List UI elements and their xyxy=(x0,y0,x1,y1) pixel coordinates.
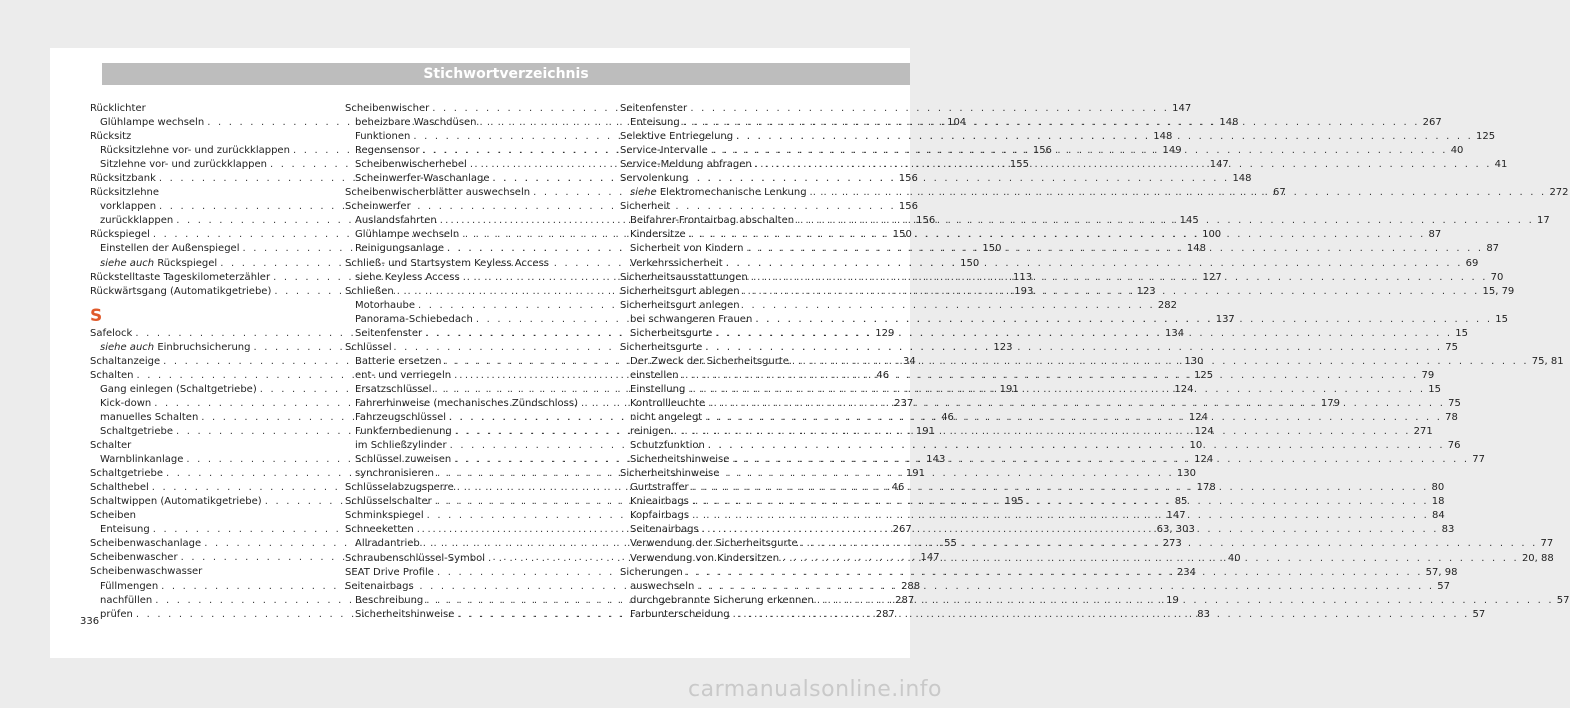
entry-label: Schalter xyxy=(90,440,132,452)
index-entry xyxy=(620,467,861,481)
entry-label: beheizbare Waschdüsen xyxy=(355,117,477,129)
entry-label: Farbunterscheidung xyxy=(630,608,730,620)
page-reference[interactable]: 145 xyxy=(1179,215,1199,227)
dot-leader xyxy=(689,509,1432,523)
index-entry xyxy=(90,130,331,144)
entry-label: Fahrzeugschlüssel xyxy=(355,412,447,424)
index-entry xyxy=(345,341,586,355)
cross-reference-prefix: siehe auch xyxy=(100,257,155,269)
entry-label: im Schließzylinder xyxy=(355,440,447,452)
entry-label: Einstellung xyxy=(630,383,686,395)
entry-label: Scheiben xyxy=(90,510,136,522)
index-entry xyxy=(345,257,586,271)
page-reference[interactable]: 147 xyxy=(1209,159,1229,171)
entry-label: Füllmengen xyxy=(100,580,159,592)
entry-label: Seitenfenster xyxy=(620,103,688,114)
entry-label: Schlüssel zuweisen xyxy=(355,454,452,466)
dot-leader xyxy=(807,186,1550,200)
page-reference[interactable]: 191 xyxy=(905,468,925,480)
dot-leader xyxy=(723,257,1466,271)
entry-label: Motorhaube xyxy=(355,299,416,311)
page-reference[interactable]: 40 xyxy=(1450,145,1464,157)
page-reference[interactable]: 100 xyxy=(1202,229,1222,241)
page-reference[interactable]: 273 xyxy=(1162,538,1182,550)
page-reference[interactable]: 123 xyxy=(1136,285,1156,297)
dot-leader xyxy=(752,158,1495,172)
page-reference[interactable]: 149 xyxy=(1162,145,1182,157)
page-reference[interactable]: 156 xyxy=(898,201,919,213)
dot-leader xyxy=(730,608,1473,622)
dot-leader xyxy=(789,355,1532,369)
entry-label: Glühlampe wechseln xyxy=(100,117,205,129)
page-reference[interactable]: 15, 79 xyxy=(1482,285,1515,297)
page-reference[interactable]: 57 xyxy=(1556,594,1570,606)
entry-label: durchgebrannte Sicherung erkennen xyxy=(630,594,814,606)
entry-label: Scheibenwaschwasser xyxy=(90,566,203,578)
cross-reference-prefix: siehe xyxy=(630,187,657,199)
entry-label: zurückklappen xyxy=(100,215,174,227)
page-reference[interactable]: 156 xyxy=(1032,145,1052,157)
entry-label: Scheibenwischer xyxy=(345,103,430,114)
page-reference[interactable]: 77 xyxy=(1472,454,1485,466)
entry-label: Sicherheitshinweise xyxy=(355,608,455,620)
entry-label: Rücksitzlehne vor- und zurückklappen xyxy=(100,145,290,157)
entry-label: Schalthebel xyxy=(90,482,149,494)
dot-leader xyxy=(814,594,1557,608)
page-reference[interactable]: 125 xyxy=(1193,369,1214,381)
entry-label: Rücksitzlehne xyxy=(90,187,160,199)
page-reference[interactable]: 76 xyxy=(1447,440,1461,452)
dot-leader xyxy=(689,481,1432,495)
index-entry xyxy=(90,186,331,200)
entry-label: SEAT Drive Profile xyxy=(345,566,434,578)
page-reference[interactable]: 147 xyxy=(1166,510,1186,522)
entry-label: Service-Meldung abfragen xyxy=(620,159,752,171)
page-reference[interactable]: 17 xyxy=(1536,215,1550,227)
dot-leader xyxy=(685,383,1428,397)
entry-label: Sicherheitsgurt anlegen xyxy=(620,299,740,311)
entry-label: Panorama-Schiebedach xyxy=(355,313,473,325)
entry-label: nicht angelegt xyxy=(630,412,703,424)
page-reference[interactable]: 77 xyxy=(1540,538,1554,550)
page-reference[interactable]: 15 xyxy=(1428,383,1441,395)
page-reference[interactable]: 127 xyxy=(1202,271,1222,283)
page-reference[interactable]: 179 xyxy=(1320,397,1340,409)
page-reference[interactable]: 155 xyxy=(1009,159,1029,171)
page-reference[interactable]: 143 xyxy=(926,454,946,466)
entry-label: Knieairbags xyxy=(630,496,689,508)
entry-label: ent- und verriegeln xyxy=(355,369,452,381)
entry-label: Schlüsselschalter xyxy=(345,496,432,508)
entry-label: Enteisung xyxy=(100,524,150,536)
page-reference[interactable]: 147 xyxy=(920,552,940,564)
entry-label: Safelock xyxy=(90,327,133,339)
page-number: 336 xyxy=(80,616,100,627)
entry-label-text: Rückspiegel xyxy=(157,257,218,269)
dot-leader xyxy=(686,228,1429,242)
page-reference[interactable]: 124 xyxy=(1174,383,1194,395)
entry-label: Sicherheitsgurte xyxy=(620,341,703,353)
entry-label xyxy=(100,257,217,271)
dot-leader xyxy=(689,495,1432,509)
entry-label: Beifahrer-Frontairbag abschalten xyxy=(630,215,795,227)
dot-leader xyxy=(680,116,1423,130)
entry-label: Sicherungen xyxy=(620,566,683,578)
entry-label: manuelles Schalten xyxy=(100,411,199,423)
page-reference[interactable]: 148 xyxy=(1186,243,1206,255)
dot-leader xyxy=(743,242,1486,256)
dot-leader xyxy=(752,313,1495,327)
dot-leader xyxy=(729,453,1472,467)
entry-label: Seitenairbags xyxy=(345,580,414,592)
page-reference[interactable]: 191 xyxy=(999,383,1019,395)
entry-label: Rücksitz xyxy=(90,131,132,143)
page-reference[interactable]: 69 xyxy=(1465,257,1479,269)
page-reference[interactable]: 85 xyxy=(1174,496,1188,508)
page-reference[interactable]: 78 xyxy=(1445,412,1458,424)
entry-label: synchronisieren xyxy=(355,468,434,480)
page-reference[interactable]: 15 xyxy=(1495,313,1508,325)
dot-leader xyxy=(705,397,1448,411)
entry-label: Sicherheitsausstattungen xyxy=(620,271,748,283)
page-reference[interactable]: 156 xyxy=(898,173,918,185)
entry-label: Funkfernbedienung xyxy=(355,426,452,438)
page-reference[interactable]: 87 xyxy=(1428,229,1442,241)
page-reference[interactable]: 67 xyxy=(1272,187,1286,199)
page-reference[interactable]: 237 xyxy=(894,397,914,409)
page-reference[interactable]: 193 xyxy=(1014,285,1034,297)
page-reference[interactable]: 80 xyxy=(1431,482,1445,494)
index-entry xyxy=(345,200,586,214)
page-reference[interactable]: 84 xyxy=(1432,510,1445,522)
page-reference[interactable]: 57, 98 xyxy=(1425,566,1458,578)
index-entry xyxy=(620,172,861,186)
page-reference[interactable]: 148 xyxy=(1232,173,1252,185)
page-reference[interactable]: 156 xyxy=(916,215,936,227)
index-entry xyxy=(90,439,331,453)
page-reference[interactable]: 124 xyxy=(1188,412,1208,424)
page-reference[interactable]: 63, 303 xyxy=(1156,524,1195,536)
entry-label: Verwendung von Kindersitzen xyxy=(630,552,780,564)
index-letter-heading: S xyxy=(90,305,103,326)
dot-leader xyxy=(748,271,1491,285)
entry-label: Schalten xyxy=(90,369,134,381)
dot-leader xyxy=(683,566,1426,580)
entry-label: Einstellen der Außenspiegel xyxy=(100,243,240,255)
entry-label: Schließ- und Startsystem Keyless Access xyxy=(345,257,550,269)
entry-label: Auslandsfahrten xyxy=(355,215,437,227)
entry-label xyxy=(630,186,807,200)
page-reference[interactable]: 282 xyxy=(1157,299,1178,311)
entry-label: auswechseln xyxy=(630,580,695,592)
page-reference[interactable]: 55 xyxy=(944,538,957,550)
entry-label: Kindersitze xyxy=(630,229,686,241)
entry-label: Kontrollleuchte xyxy=(630,397,706,409)
page-reference[interactable]: 41 xyxy=(1494,159,1508,171)
entry-label: nachfüllen xyxy=(100,594,153,606)
dot-leader xyxy=(708,144,1451,158)
entry-label: Reinigungsanlage xyxy=(355,243,444,255)
page-reference[interactable]: 79 xyxy=(1421,369,1435,381)
page-reference[interactable]: 124 xyxy=(1194,454,1214,466)
index-entry xyxy=(90,102,331,116)
entry-label: Kopfairbags xyxy=(630,510,690,522)
entry-label: Rückstelltaste Tageskilometerzähler xyxy=(90,271,271,283)
page-reference[interactable]: 150 xyxy=(982,243,1002,255)
entry-label: Scheibenwascher xyxy=(90,552,178,564)
dot-leader xyxy=(712,327,1455,341)
page-reference[interactable]: 137 xyxy=(1215,313,1235,325)
page-reference[interactable]: 57 xyxy=(1472,608,1486,620)
watermark-logo: carmanualsonline.info xyxy=(688,677,942,702)
page-reference[interactable]: 267 xyxy=(892,524,912,536)
entry-label: Funktionen xyxy=(355,131,411,143)
entry-label: prüfen xyxy=(100,608,133,620)
page-reference[interactable]: 125 xyxy=(1475,131,1496,143)
entry-label: einstellen xyxy=(630,369,679,381)
entry-label: Rücklichter xyxy=(90,103,146,114)
page-reference[interactable]: 20, 88 xyxy=(1521,552,1554,564)
page-reference[interactable]: 46 xyxy=(941,411,954,423)
dot-leader xyxy=(733,130,1476,144)
page-reference[interactable]: 148 xyxy=(1153,131,1173,143)
dot-leader xyxy=(705,439,1448,453)
entry-label: Rückwärtsgang (Automatikgetriebe) xyxy=(90,285,272,297)
entry-label: Allradantrieb xyxy=(355,538,420,550)
page-reference[interactable]: 83 xyxy=(1197,608,1210,620)
entry-label: Sicherheit xyxy=(620,201,671,213)
page-reference[interactable]: 123 xyxy=(993,341,1013,353)
dot-leader xyxy=(679,369,1422,383)
page-reference[interactable]: 46 xyxy=(891,482,905,494)
page-reference[interactable]: 191 xyxy=(915,425,935,437)
page-reference[interactable]: 104 xyxy=(947,117,967,129)
page-reference[interactable]: 130 xyxy=(1176,468,1196,480)
entry-label: Scheibenwaschanlage xyxy=(90,538,202,550)
document-page xyxy=(50,48,1570,658)
page-reference[interactable]: 287 xyxy=(895,594,915,606)
entry-label: siehe Keyless Access xyxy=(355,271,460,283)
page-reference[interactable]: 134 xyxy=(1165,327,1185,339)
page-reference[interactable]: 57 xyxy=(1437,580,1450,592)
page-reference[interactable]: 150 xyxy=(892,229,912,241)
dot-leader xyxy=(694,580,1437,594)
page-reference[interactable]: 288 xyxy=(901,580,921,592)
entry-label: Scheinwerfer-Waschanlage xyxy=(355,173,490,185)
dot-leader xyxy=(702,341,1445,355)
index-entry xyxy=(90,509,331,523)
entry-label: Verwendung der Sicherheitsgurte xyxy=(630,538,798,550)
entry-label: Schaltgetriebe xyxy=(100,425,173,437)
entry-label: Schutzfunktion xyxy=(630,440,705,452)
page-reference[interactable]: 75 xyxy=(1445,341,1458,353)
page-reference[interactable]: 148 xyxy=(1219,117,1239,129)
entry-label: Servolenkung xyxy=(620,173,689,185)
entry-label: Selektive Entriegelung xyxy=(620,131,734,143)
page-reference[interactable]: 10 xyxy=(1189,440,1203,452)
cross-reference-prefix: siehe auch xyxy=(100,341,155,353)
entry-label: Sicherheit von Kindern xyxy=(630,243,744,255)
entry-label: Schaltwippen (Automatikgetriebe) xyxy=(90,496,262,508)
entry-label: Gang einlegen (Schaltgetriebe) xyxy=(100,383,257,395)
entry-label: Rücksitzbank xyxy=(90,173,156,185)
page-reference[interactable]: 195 xyxy=(1004,496,1024,508)
entry-label: Regensensor xyxy=(355,145,420,157)
page-reference[interactable]: 75, 81 xyxy=(1531,355,1564,367)
page-reference[interactable]: 75 xyxy=(1448,397,1461,409)
page-reference[interactable]: 150 xyxy=(960,257,980,269)
page-reference[interactable]: 129 xyxy=(875,327,895,339)
page-reference[interactable]: 113 xyxy=(1012,271,1033,283)
page-reference[interactable]: 87 xyxy=(1486,243,1500,255)
dot-leader xyxy=(699,523,1442,537)
entry-label: vorklappen xyxy=(100,201,157,213)
entry-label: Ersatzschlüssel xyxy=(355,383,432,395)
page-reference[interactable]: 46 xyxy=(876,369,890,381)
dot-leader xyxy=(702,411,1445,425)
entry-label: Schlüssel xyxy=(345,341,392,353)
entry-label: Schminkspiegel xyxy=(345,510,424,522)
index-entry xyxy=(90,565,331,579)
dot-leader xyxy=(740,285,1483,299)
entry-label: Gurtstraffer xyxy=(630,482,689,494)
entry-label: Der Zweck der Sicherheitsgurte xyxy=(630,355,789,367)
page-reference[interactable]: 287 xyxy=(875,608,895,620)
entry-label: Glühlampe wechseln xyxy=(355,229,460,241)
page-reference[interactable]: 70 xyxy=(1490,271,1504,283)
entry-label: Kick-down xyxy=(100,397,152,409)
entry-label xyxy=(100,341,251,355)
entry-label: Sicherheitshinweise xyxy=(630,454,730,466)
index-entry xyxy=(345,580,586,594)
entry-label: Scheibenwischerblätter auswechseln xyxy=(345,187,531,199)
entry-label: reinigen xyxy=(630,426,671,438)
page-reference[interactable]: 18 xyxy=(1431,496,1445,508)
dot-leader xyxy=(671,425,1414,439)
entry-label: Warnblinkanlage xyxy=(100,454,184,466)
entry-label: Beschreibung xyxy=(355,594,424,606)
entry-label: Batterie ersetzen xyxy=(355,355,442,367)
dot-leader xyxy=(779,552,1522,566)
entry-label: Enteisung xyxy=(630,117,680,129)
index-entry xyxy=(620,299,861,313)
section-header: Stichwortverzeichnis xyxy=(102,63,910,85)
page-reference[interactable]: 178 xyxy=(1196,482,1216,494)
page-reference[interactable]: 130 xyxy=(1184,355,1204,367)
entry-label-text: Einbruchsicherung xyxy=(157,341,251,353)
page-reference[interactable]: 19 xyxy=(1166,594,1179,606)
page-reference[interactable]: 83 xyxy=(1441,524,1455,536)
entry-label: bei schwangeren Frauen xyxy=(630,313,753,325)
entry-label: Scheinwerfer xyxy=(345,201,411,213)
page-reference[interactable]: 267 xyxy=(1422,117,1442,129)
entry-label: Sicherheitsgurt ablegen xyxy=(620,285,740,297)
page-reference[interactable]: 147 xyxy=(1172,103,1192,114)
entry-label: Sicherheitshinweise xyxy=(620,468,720,480)
entry-label: Schließen xyxy=(345,285,394,297)
page-reference[interactable]: 272 xyxy=(1549,187,1569,199)
entry-label: Scheibenwischerhebel xyxy=(355,159,467,171)
entry-label: Schraubenschlüssel-Symbol xyxy=(345,552,485,564)
dot-leader xyxy=(794,214,1537,228)
entry-label: Service-Intervalle xyxy=(620,145,708,157)
page-reference[interactable]: 234 xyxy=(1176,566,1196,578)
entry-label: Verkehrssicherheit xyxy=(630,257,723,269)
page-reference[interactable]: 15 xyxy=(1455,327,1468,339)
entry-label: Sitzlehne vor- und zurückklappen xyxy=(100,159,267,171)
entry-label: Seitenfenster xyxy=(355,327,423,339)
entry-label: Schneeketten xyxy=(345,524,414,536)
entry-label-text: Elektromechanische Lenkung xyxy=(659,187,807,199)
entry-label: Fahrerhinweise (mechanisches Zündschloss) xyxy=(355,397,578,409)
entry-label: Schaltgetriebe xyxy=(90,468,163,480)
entry-label: Schaltanzeige xyxy=(90,355,161,367)
page-reference[interactable]: 40 xyxy=(1227,552,1241,564)
dot-leader xyxy=(798,537,1541,551)
page-reference[interactable]: 124 xyxy=(1194,426,1214,438)
index-entry xyxy=(620,200,861,214)
page-reference[interactable]: 271 xyxy=(1413,426,1433,438)
entry-label: Rückspiegel xyxy=(90,229,150,241)
page-reference[interactable]: 34 xyxy=(903,355,916,367)
index-entry xyxy=(620,102,861,116)
entry-label: Sicherheitsgurte xyxy=(630,327,713,339)
entry-label: Schlüsselabzugsperre xyxy=(345,482,454,494)
entry-label: Seitenairbags xyxy=(630,524,699,536)
